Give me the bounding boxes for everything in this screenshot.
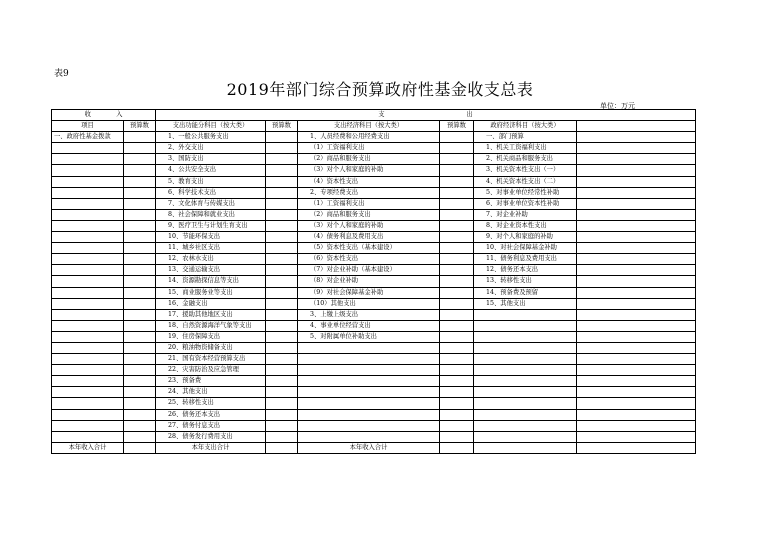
- income-total-value: [124, 442, 156, 453]
- income-item: 一、政府性基金拨款: [52, 132, 124, 143]
- economic-item: [298, 365, 440, 376]
- economic-value: [440, 320, 474, 331]
- function-value: [266, 154, 298, 165]
- economic-item: （1）工资福利支出: [298, 143, 440, 154]
- col-header: 政府经济科目（按大类）: [474, 121, 577, 132]
- income-value: [124, 132, 156, 143]
- gov-value: [577, 143, 696, 154]
- function-value: [266, 309, 298, 320]
- economic-item: （7）对企业补助（基本建设）: [298, 265, 440, 276]
- function-total-label: 本年支出合计: [156, 442, 266, 453]
- gov-item: 12、债务还本支出: [474, 265, 577, 276]
- income-item: [52, 365, 124, 376]
- economic-item: [298, 342, 440, 353]
- table-row: [52, 376, 696, 387]
- gov-item: [474, 320, 577, 331]
- table-row: [52, 143, 696, 154]
- function-item: 24、其他支出: [156, 387, 266, 398]
- function-value: [266, 298, 298, 309]
- gov-item: 一、部门预算: [474, 132, 577, 143]
- gov-item: [474, 309, 577, 320]
- economic-item: [298, 431, 440, 442]
- function-value: [266, 431, 298, 442]
- function-value: [266, 132, 298, 143]
- economic-item: 2、专项经费支出: [298, 187, 440, 198]
- economic-value: [440, 409, 474, 420]
- income-item: [52, 187, 124, 198]
- function-value: [266, 365, 298, 376]
- table-row: [52, 365, 696, 376]
- income-item: [52, 420, 124, 431]
- income-item: [52, 298, 124, 309]
- economic-item: 5、对附属单位补助支出: [298, 331, 440, 342]
- col-header: 预算数: [440, 121, 474, 132]
- function-value: [266, 265, 298, 276]
- gov-value: [577, 132, 696, 143]
- income-value: [124, 243, 156, 254]
- col-header: 支出经济科目（按大类）: [298, 121, 440, 132]
- income-value: [124, 254, 156, 265]
- income-item: [52, 320, 124, 331]
- gov-item: 3、机关资本性支出（一）: [474, 165, 577, 176]
- gov-value: [577, 287, 696, 298]
- gov-value: [577, 254, 696, 265]
- function-value: [266, 409, 298, 420]
- economic-value: [440, 387, 474, 398]
- income-item: [52, 176, 124, 187]
- income-value: [124, 387, 156, 398]
- income-value: [124, 342, 156, 353]
- income-total-label: 本年收入合计: [52, 442, 124, 453]
- table-row: [52, 420, 696, 431]
- income-value: [124, 198, 156, 209]
- economic-item: [298, 387, 440, 398]
- function-item: 19、住房保障支出: [156, 331, 266, 342]
- function-item: 17、援助其他地区支出: [156, 309, 266, 320]
- income-item: [52, 354, 124, 365]
- function-value: [266, 376, 298, 387]
- economic-item: （3）对个人和家庭的补助: [298, 220, 440, 231]
- income-item: [52, 398, 124, 409]
- function-item: 14、资源勘探信息等支出: [156, 276, 266, 287]
- table-row: [52, 387, 696, 398]
- income-value: [124, 287, 156, 298]
- income-item: [52, 254, 124, 265]
- economic-item: [298, 376, 440, 387]
- gov-value: [577, 376, 696, 387]
- gov-value: [577, 243, 696, 254]
- function-item: 10、节能环保支出: [156, 232, 266, 243]
- function-item: 3、国防支出: [156, 154, 266, 165]
- economic-value: [440, 143, 474, 154]
- gov-value: [577, 298, 696, 309]
- economic-value: [440, 265, 474, 276]
- function-value: [266, 354, 298, 365]
- gov-item: [474, 331, 577, 342]
- gov-item: 9、对个人和家庭的补助: [474, 232, 577, 243]
- income-item: [52, 387, 124, 398]
- economic-item: 3、上缴上级支出: [298, 309, 440, 320]
- function-item: 11、城乡社区支出: [156, 243, 266, 254]
- income-header: 收 入: [52, 110, 156, 121]
- economic-value: [440, 165, 474, 176]
- economic-total-label: 本年收入合计: [298, 442, 440, 453]
- gov-value: [577, 176, 696, 187]
- income-item: [52, 409, 124, 420]
- table-row: [52, 254, 696, 265]
- income-value: [124, 420, 156, 431]
- income-item: [52, 198, 124, 209]
- gov-value: [577, 398, 696, 409]
- function-item: 27、债务付息支出: [156, 420, 266, 431]
- economic-item: [298, 409, 440, 420]
- economic-value: [440, 342, 474, 353]
- function-item: 9、医疗卫生与计划生育支出: [156, 220, 266, 231]
- gov-item: 14、预备费及预留: [474, 287, 577, 298]
- gov-item: 13、转移性支出: [474, 276, 577, 287]
- function-value: [266, 398, 298, 409]
- table-row: [52, 243, 696, 254]
- function-item: 20、粮油物资储备支出: [156, 342, 266, 353]
- gov-value: [577, 232, 696, 243]
- income-value: [124, 220, 156, 231]
- function-value: [266, 220, 298, 231]
- income-item: [52, 287, 124, 298]
- economic-value: [440, 365, 474, 376]
- table-row: [52, 354, 696, 365]
- economic-item: （1）工资福利支出: [298, 198, 440, 209]
- income-item: [52, 243, 124, 254]
- table-row: [52, 154, 696, 165]
- gov-total-value: [577, 442, 696, 453]
- gov-value: [577, 354, 696, 365]
- economic-item: 4、事业单位经营支出: [298, 320, 440, 331]
- economic-value: [440, 431, 474, 442]
- income-item: [52, 220, 124, 231]
- gov-item: [474, 342, 577, 353]
- function-item: 13、交通运输支出: [156, 265, 266, 276]
- table-row: [52, 232, 696, 243]
- function-item: 1、一般公共服务支出: [156, 132, 266, 143]
- table-row: [52, 220, 696, 231]
- gov-value: [577, 409, 696, 420]
- gov-value: [577, 387, 696, 398]
- gov-value: [577, 309, 696, 320]
- economic-value: [440, 331, 474, 342]
- function-item: 7、文化体育与传媒支出: [156, 198, 266, 209]
- table-row: [52, 187, 696, 198]
- gov-item: 1、机关工资福利支出: [474, 143, 577, 154]
- header-row-2: [52, 121, 696, 132]
- gov-item: [474, 376, 577, 387]
- income-item: [52, 165, 124, 176]
- income-item: [52, 143, 124, 154]
- economic-value: [440, 287, 474, 298]
- economic-item: （2）商品和服务支出: [298, 154, 440, 165]
- income-value: [124, 187, 156, 198]
- function-value: [266, 287, 298, 298]
- gov-value: [577, 331, 696, 342]
- income-item: [52, 209, 124, 220]
- table-tag: 表9: [54, 69, 69, 79]
- income-item: [52, 265, 124, 276]
- gov-item: 2、机关商品和服务支出: [474, 154, 577, 165]
- gov-item: 7、对企业补助: [474, 209, 577, 220]
- gov-item: 10、对社会保障基金补助: [474, 243, 577, 254]
- income-item: [52, 431, 124, 442]
- income-item: [52, 276, 124, 287]
- function-item: 26、债务还本支出: [156, 409, 266, 420]
- gov-value: [577, 420, 696, 431]
- income-value: [124, 331, 156, 342]
- function-item: 16、金融支出: [156, 298, 266, 309]
- function-item: 12、农林水支出: [156, 254, 266, 265]
- function-value: [266, 243, 298, 254]
- table-row: [52, 165, 696, 176]
- income-value: [124, 265, 156, 276]
- gov-item: [474, 354, 577, 365]
- function-value: [266, 387, 298, 398]
- function-value: [266, 276, 298, 287]
- economic-item: （3）对个人和家庭的补助: [298, 165, 440, 176]
- gov-item: [474, 420, 577, 431]
- function-item: 22、灾害防治及应急管理: [156, 365, 266, 376]
- economic-item: （5）资本性支出（基本建设）: [298, 243, 440, 254]
- page-title: 2019年部门综合预算政府性基金收支总表: [226, 80, 534, 99]
- income-item: [52, 309, 124, 320]
- function-value: [266, 320, 298, 331]
- economic-item: （10）其他支出: [298, 298, 440, 309]
- function-total-value: [266, 442, 298, 453]
- gov-item: [474, 365, 577, 376]
- income-item: [52, 342, 124, 353]
- function-item: 6、科学技术支出: [156, 187, 266, 198]
- income-value: [124, 209, 156, 220]
- function-value: [266, 420, 298, 431]
- table-row: [52, 298, 696, 309]
- function-value: [266, 209, 298, 220]
- income-value: [124, 309, 156, 320]
- income-value: [124, 165, 156, 176]
- income-value: [124, 409, 156, 420]
- income-item: [52, 331, 124, 342]
- unit-label: 单位：万元: [600, 102, 635, 110]
- function-value: [266, 342, 298, 353]
- totals-row: [52, 442, 696, 453]
- function-item: 5、教育支出: [156, 176, 266, 187]
- income-value: [124, 176, 156, 187]
- income-value: [124, 143, 156, 154]
- income-value: [124, 298, 156, 309]
- function-item: 8、社会保障和就业支出: [156, 209, 266, 220]
- function-item: 18、自然资源海洋气象等支出: [156, 320, 266, 331]
- table-row: [52, 320, 696, 331]
- economic-value: [440, 243, 474, 254]
- income-value: [124, 232, 156, 243]
- gov-item: 8、对企业资本性支出: [474, 220, 577, 231]
- economic-value: [440, 154, 474, 165]
- gov-value: [577, 276, 696, 287]
- table-row: [52, 342, 696, 353]
- economic-item: 1、人员经费和公用经费支出: [298, 132, 440, 143]
- function-value: [266, 165, 298, 176]
- income-value: [124, 354, 156, 365]
- gov-item: [474, 398, 577, 409]
- economic-value: [440, 398, 474, 409]
- table-row: [52, 409, 696, 420]
- gov-item: 15、其他支出: [474, 298, 577, 309]
- economic-item: [298, 398, 440, 409]
- table-row: [52, 276, 696, 287]
- gov-item: [474, 409, 577, 420]
- economic-item: [298, 354, 440, 365]
- function-item: 28、债务发行费用支出: [156, 431, 266, 442]
- gov-value: [577, 220, 696, 231]
- economic-total-value: [440, 442, 474, 453]
- gov-value: [577, 365, 696, 376]
- table-row: [52, 331, 696, 342]
- function-item: 25、转移性支出: [156, 398, 266, 409]
- col-header: 项目: [52, 121, 124, 132]
- table-row: [52, 132, 696, 143]
- table-row: [52, 398, 696, 409]
- gov-value: [577, 320, 696, 331]
- economic-item: （4）债务利息及费用支出: [298, 232, 440, 243]
- income-item: [52, 376, 124, 387]
- economic-value: [440, 254, 474, 265]
- function-value: [266, 232, 298, 243]
- gov-item: [474, 431, 577, 442]
- gov-item: 11、债务利息及费用支出: [474, 254, 577, 265]
- gov-value: [577, 198, 696, 209]
- function-item: 4、公共安全支出: [156, 165, 266, 176]
- gov-value: [577, 265, 696, 276]
- economic-value: [440, 376, 474, 387]
- gov-value: [577, 431, 696, 442]
- col-header: [577, 121, 696, 132]
- income-value: [124, 276, 156, 287]
- table-row: [52, 287, 696, 298]
- economic-item: （8）对企业补助: [298, 276, 440, 287]
- income-value: [124, 320, 156, 331]
- economic-value: [440, 209, 474, 220]
- economic-value: [440, 420, 474, 431]
- economic-item: （2）商品和服务支出: [298, 209, 440, 220]
- economic-value: [440, 176, 474, 187]
- function-value: [266, 187, 298, 198]
- function-value: [266, 254, 298, 265]
- economic-item: （4）资本性支出: [298, 176, 440, 187]
- gov-item: 4、机关资本性支出（二）: [474, 176, 577, 187]
- gov-value: [577, 342, 696, 353]
- gov-value: [577, 165, 696, 176]
- gov-value: [577, 209, 696, 220]
- col-header: 支出功能分科目（按大类）: [156, 121, 266, 132]
- table-row: [52, 265, 696, 276]
- economic-value: [440, 354, 474, 365]
- gov-item: 6、对事业单位资本性补助: [474, 198, 577, 209]
- gov-item: 5、对事业单位经常性补助: [474, 187, 577, 198]
- gov-total-label: [474, 442, 577, 453]
- col-header: 预算数: [124, 121, 156, 132]
- income-value: [124, 398, 156, 409]
- table-row: [52, 309, 696, 320]
- economic-value: [440, 298, 474, 309]
- economic-item: [298, 420, 440, 431]
- function-item: 23、预备费: [156, 376, 266, 387]
- income-item: [52, 154, 124, 165]
- col-header: 预算数: [266, 121, 298, 132]
- function-value: [266, 143, 298, 154]
- table-row: [52, 209, 696, 220]
- function-value: [266, 331, 298, 342]
- economic-item: （9）对社会保障基金补助: [298, 287, 440, 298]
- function-value: [266, 176, 298, 187]
- economic-value: [440, 232, 474, 243]
- income-value: [124, 154, 156, 165]
- gov-value: [577, 154, 696, 165]
- economic-value: [440, 132, 474, 143]
- economic-value: [440, 276, 474, 287]
- economic-value: [440, 220, 474, 231]
- table-row: [52, 431, 696, 442]
- function-item: 2、外交支出: [156, 143, 266, 154]
- economic-value: [440, 198, 474, 209]
- gov-item: [474, 387, 577, 398]
- function-value: [266, 198, 298, 209]
- economic-value: [440, 309, 474, 320]
- economic-item: （6）资本性支出: [298, 254, 440, 265]
- header-row-1: [52, 110, 696, 121]
- table-row: [52, 198, 696, 209]
- expense-header: 支 出: [156, 110, 696, 121]
- gov-value: [577, 187, 696, 198]
- function-item: 15、商业服务业等支出: [156, 287, 266, 298]
- economic-value: [440, 187, 474, 198]
- income-value: [124, 365, 156, 376]
- function-item: 21、国有资本经营预算支出: [156, 354, 266, 365]
- income-item: [52, 232, 124, 243]
- income-value: [124, 376, 156, 387]
- income-value: [124, 431, 156, 442]
- table-row: [52, 176, 696, 187]
- budget-table: [51, 109, 696, 454]
